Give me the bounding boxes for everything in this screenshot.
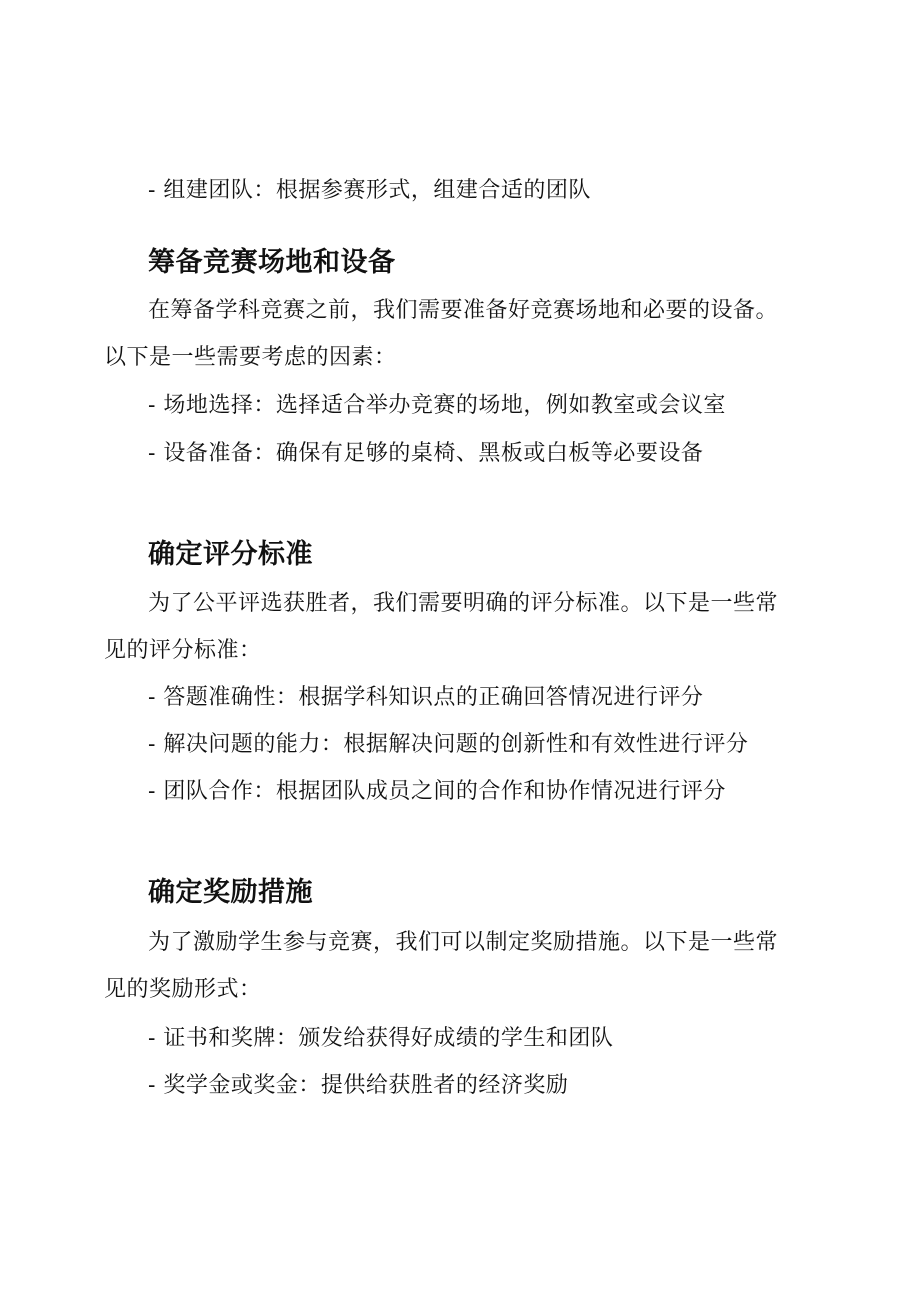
- bullet-certificates: - 证书和奖牌：颁发给获得好成绩的学生和团队: [148, 1026, 614, 1051]
- para-reward-line-2: 见的奖励形式：: [104, 977, 262, 1002]
- bullet-teamwork: - 团队合作：根据团队成员之间的合作和协作情况进行评分: [148, 779, 726, 804]
- bullet-venue-selection: - 场地选择：选择适合举办竞赛的场地，例如教室或会议室: [148, 393, 726, 418]
- para-venue-line-1: 在筹备学科竞赛之前，我们需要准备好竞赛场地和必要的设备。: [148, 298, 779, 323]
- para-scoring-line-2: 见的评分标准：: [104, 638, 262, 663]
- bullet-problem-solving: - 解决问题的能力：根据解决问题的创新性和有效性进行评分: [148, 732, 749, 757]
- para-venue-line-2: 以下是一些需要考虑的因素：: [104, 345, 397, 370]
- para-scoring-line-1: 为了公平评选获胜者，我们需要明确的评分标准。以下是一些常: [148, 591, 779, 616]
- heading-reward-measures: 确定奖励措施: [148, 877, 313, 908]
- bullet-form-team: - 组建团队：根据参赛形式，组建合适的团队: [148, 178, 591, 203]
- bullet-equipment-prep: - 设备准备：确保有足够的桌椅、黑板或白板等必要设备: [148, 441, 704, 466]
- heading-venue-equipment: 筹备竞赛场地和设备: [148, 247, 396, 278]
- bullet-scholarship: - 奖学金或奖金：提供给获胜者的经济奖励: [148, 1073, 569, 1098]
- bullet-accuracy: - 答题准确性：根据学科知识点的正确回答情况进行评分: [148, 685, 704, 710]
- heading-scoring-criteria: 确定评分标准: [148, 539, 313, 570]
- para-reward-line-1: 为了激励学生参与竞赛，我们可以制定奖励措施。以下是一些常: [148, 930, 779, 955]
